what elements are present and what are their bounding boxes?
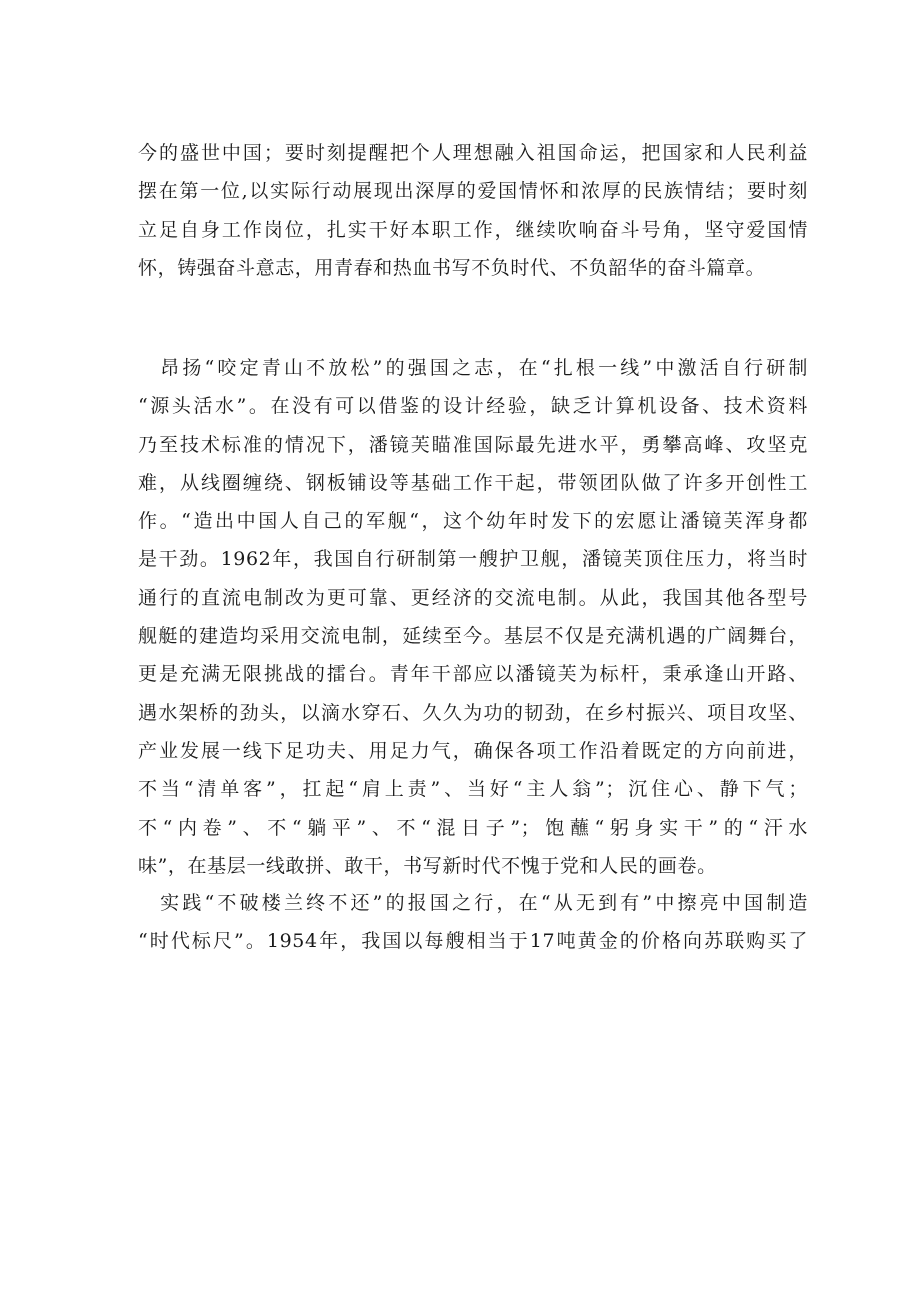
text-line: 不“内卷”、不“躺平”、不“混日子”；饱蘸“躬身实干”的“汗水 <box>138 816 808 839</box>
text-line: 是干劲。1962年，我国自行研制第一艘护卫舰，潘镜芙顶住压力，将当时 <box>138 548 808 571</box>
text-line: 摆在第一位,以实际行动展现出深厚的爱国情怀和浓厚的民族情结；要时刻 <box>138 180 808 203</box>
text-line: 通行的直流电制改为更可靠、更经济的交流电制。从此，我国其他各型号 <box>138 586 808 609</box>
paragraph-1 <box>138 134 808 287</box>
text-line: 作。“造出中国人自己的军舰“，这个幼年时发下的宏愿让潘镜芙浑身都 <box>138 510 808 533</box>
text-line: 怀，铸强奋斗意志，用青春和热血书写不负时代、不负韶华的奋斗篇章。 <box>138 256 766 279</box>
text-line: 今的盛世中国；要时刻提醒把个人理想融入祖国命运，把国家和人民利益 <box>138 142 808 164</box>
text-line: 味”，在基层一线敢拼、敢干，书写新时代不愧于党和人民的画卷。 <box>138 854 717 877</box>
text-line: 实践“不破楼兰终不还”的报国之行，在“从无到有”中擦亮中国制造 <box>138 892 808 914</box>
text-line: “源头活水”。在没有可以借鉴的设计经验，缺乏计算机设备、技术资料 <box>138 395 808 418</box>
text-line: 难，从线圈缠绕、钢板铺设等基础工作干起，带领团队做了许多开创性工 <box>138 471 808 494</box>
text-line: 乃至技术标准的情况下，潘镜芙瞄准国际最先进水平，勇攀高峰、攻坚克 <box>138 433 808 456</box>
paragraph-3 <box>138 884 808 961</box>
paragraph-2 <box>138 349 808 885</box>
text-line: 遇水架桥的劲头，以滴水穿石、久久为功的韧劲，在乡村振兴、项目攻坚、 <box>138 701 808 724</box>
text-line: 产业发展一线下足功夫、用足力气，确保各项工作沿着既定的方向前进， <box>138 739 808 762</box>
text-line: “时代标尺”。1954年，我国以每艘相当于17吨黄金的价格向苏联购买了 <box>138 930 808 953</box>
text-line: 不当“清单客”，扛起“肩上责”、当好“主人翁”；沉住心、静下气； <box>138 778 808 801</box>
text-line: 昂扬“咬定青山不放松”的强国之志，在“扎根一线”中激活自行研制 <box>138 357 808 379</box>
text-line: 更是充满无限挑战的擂台。青年干部应以潘镜芙为标杆，秉承逢山开路、 <box>138 663 808 686</box>
text-line: 立足自身工作岗位，扎实干好本职工作，继续吹响奋斗号角，坚守爱国情 <box>138 218 808 241</box>
text-line: 舰艇的建造均采用交流电制，延续至今。基层不仅是充满机遇的广阔舞台， <box>138 625 808 648</box>
